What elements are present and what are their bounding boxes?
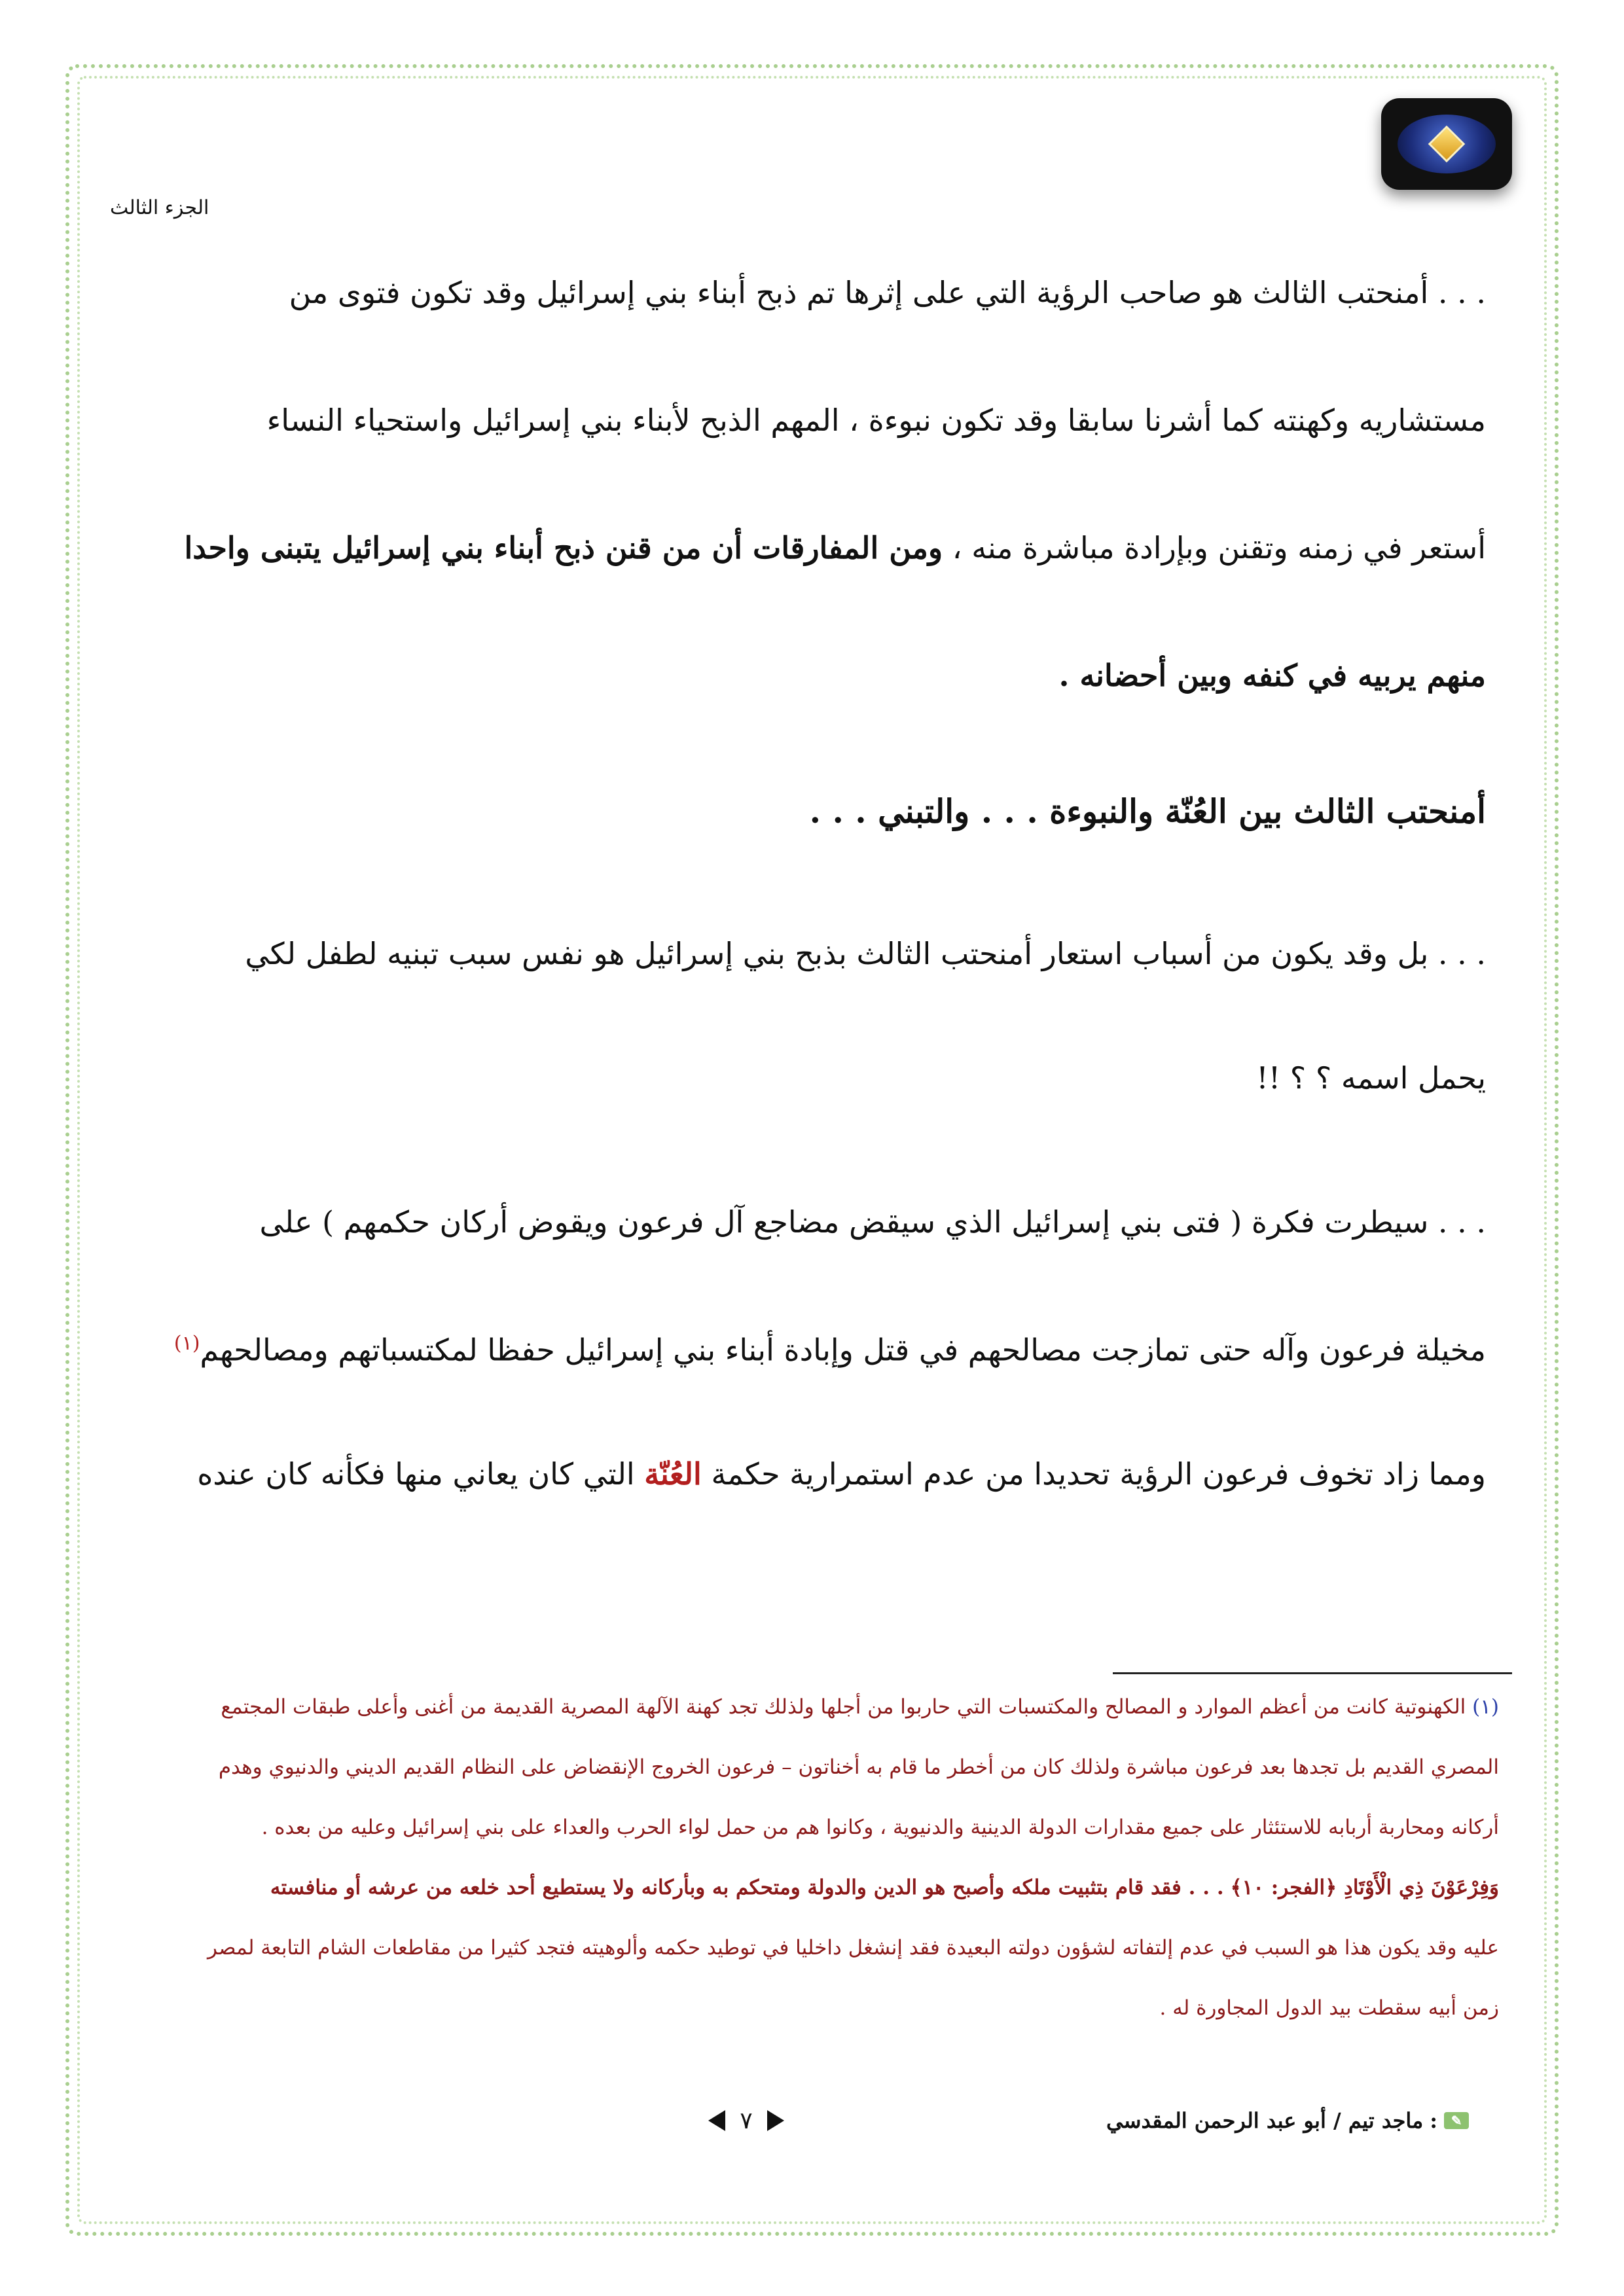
part-label: الجزء الثالث xyxy=(110,196,209,219)
section-heading: أمنحتب الثالث بين العُنّة والنبوءة . . . والتبني . . . xyxy=(809,792,1486,831)
triangle-right-icon[interactable] xyxy=(767,2110,784,2131)
p1-line-3-text: أستعر في زمنه وتقنن وبإرادة مباشرة منه ، xyxy=(952,530,1486,565)
p3-highlight-word: العُنّة xyxy=(644,1456,702,1492)
footnote-text-1: الكهنوتية كانت من أعظم الموارد و المصالح والمكتسبات التي حاربوا من أجلها ولذلك تجد كهنة الآلهة المصرية القديمة من أغنى وأعلى طبقات المجتمع xyxy=(221,1695,1466,1719)
footnote-line-5: عليه وقد يكون هذا هو السبب في عدم إلتفاته لشؤون دولته البعيدة فقد إنشغل داخليا في توطيد حكمه وألوهيته فتجد كثيرا من مقاطعات الشام التابعة لمصر xyxy=(208,1936,1499,1960)
p1-bold-tail: ومن المفارقات أن من قنن ذبح أبناء بني إسرائيل يتبنى واحدا xyxy=(184,530,943,565)
p1-line-1: . . . أمنحتب الثالث هو صاحب الرؤية التي على إثرها تم ذبح أبناء بني إسرائيل وقد تكون فتوى من xyxy=(289,275,1486,310)
p1-bold-last: منهم يربيه في كنفه وبين أحضانه . xyxy=(1058,658,1486,693)
p3-line-3-text: ومما زاد تخوف فرعون الرؤية تحديدا من عدم استمرارية حكمة xyxy=(711,1456,1486,1492)
p3-line-2-text: مخيلة فرعون وآله حتى تمازجت مصالحهم في قتل وإبادة أبناء بني إسرائيل حفظا لمكتسباتهم ومصالحهم xyxy=(200,1332,1486,1368)
logo-disc xyxy=(1398,115,1496,173)
main-text xyxy=(118,275,1486,1322)
p3-line-3-tail: التي كان يعاني منها فكأنه كان عنده xyxy=(197,1456,635,1492)
footnote-line-3: أركانه ومحاربة أربابه للاستئثار على جميع مقدارات الدولة الدينية والدنيوية ، وكانوا هم من حمل لواء الحرب والعداء على بني إسرائيل وعليه من بعده . xyxy=(261,1816,1499,1839)
footnote-number: (١) xyxy=(1472,1695,1499,1719)
page-number: ٧ xyxy=(740,2107,753,2134)
page-navigator xyxy=(674,2104,818,2137)
footnote-line-4 xyxy=(118,1876,1499,1899)
footnote-line-6: زمن أبيه سقطت بيد الدول المجاورة له . xyxy=(1159,1996,1499,2020)
author-prefix: : xyxy=(1430,2108,1438,2133)
footnote-block xyxy=(118,1695,1499,2088)
footnote-ref[interactable]: (١) xyxy=(173,1332,200,1355)
gem-icon xyxy=(1428,126,1466,163)
footnote-line-2: المصري القديم بل تجدها بعد فرعون مباشرة ولذلك كان من أخطر ما قام به أخناتون – فرعون الخروج الإنقضاض على النظام القديم الديني والدنيوي وهدم xyxy=(218,1755,1499,1779)
p2-line-2: يحمل اسمه ؟ ؟ !! xyxy=(1256,1060,1486,1096)
main-text-continued xyxy=(118,1332,1486,1594)
emblem-logo xyxy=(1381,98,1512,190)
footnote-separator xyxy=(1113,1672,1512,1674)
p3-line-2 xyxy=(118,1332,1486,1367)
footnote-quote-tail: . . . فقد قام بتثبيت ملكه وأصبح هو الدين والدولة ومتحكم به وبأركانه ولا يستطيع أحد خلعه من عرشه أو منافسته xyxy=(270,1876,1224,1899)
quran-quote: وَفِرْعَوْنَ ذِي الْأَوْتَادِ ﴿الفجر: ١٠﴾ xyxy=(1230,1876,1499,1899)
p2-line-1: . . . بل وقد يكون من أسباب استعار أمنحتب الثالث بذبح بني إسرائيل هو نفس سبب تبنيه لطفل لكي xyxy=(245,936,1486,971)
triangle-left-icon[interactable] xyxy=(708,2110,725,2131)
author-credit xyxy=(1106,2104,1512,2137)
author-name: ماجد تيم / أبو عبد الرحمن المقدسي xyxy=(1106,2108,1424,2133)
footnote-line-1 xyxy=(118,1695,1499,1719)
p3-line-1: . . . سيطرت فكرة ( فتى بني إسرائيل الذي سيقض مضاجع آل فرعون ويقوض أركان حكمهم ) على xyxy=(259,1204,1486,1240)
p1-line-3 xyxy=(118,530,1486,565)
p3-line-3 xyxy=(118,1456,1486,1492)
p1-line-2: مستشاريه وكهنته كما أشرنا سابقا وقد تكون نبوءة ، المهم الذبح لأبناء بني إسرائيل واستحياء النساء xyxy=(266,403,1486,438)
pen-icon: ✎ xyxy=(1444,2112,1469,2129)
